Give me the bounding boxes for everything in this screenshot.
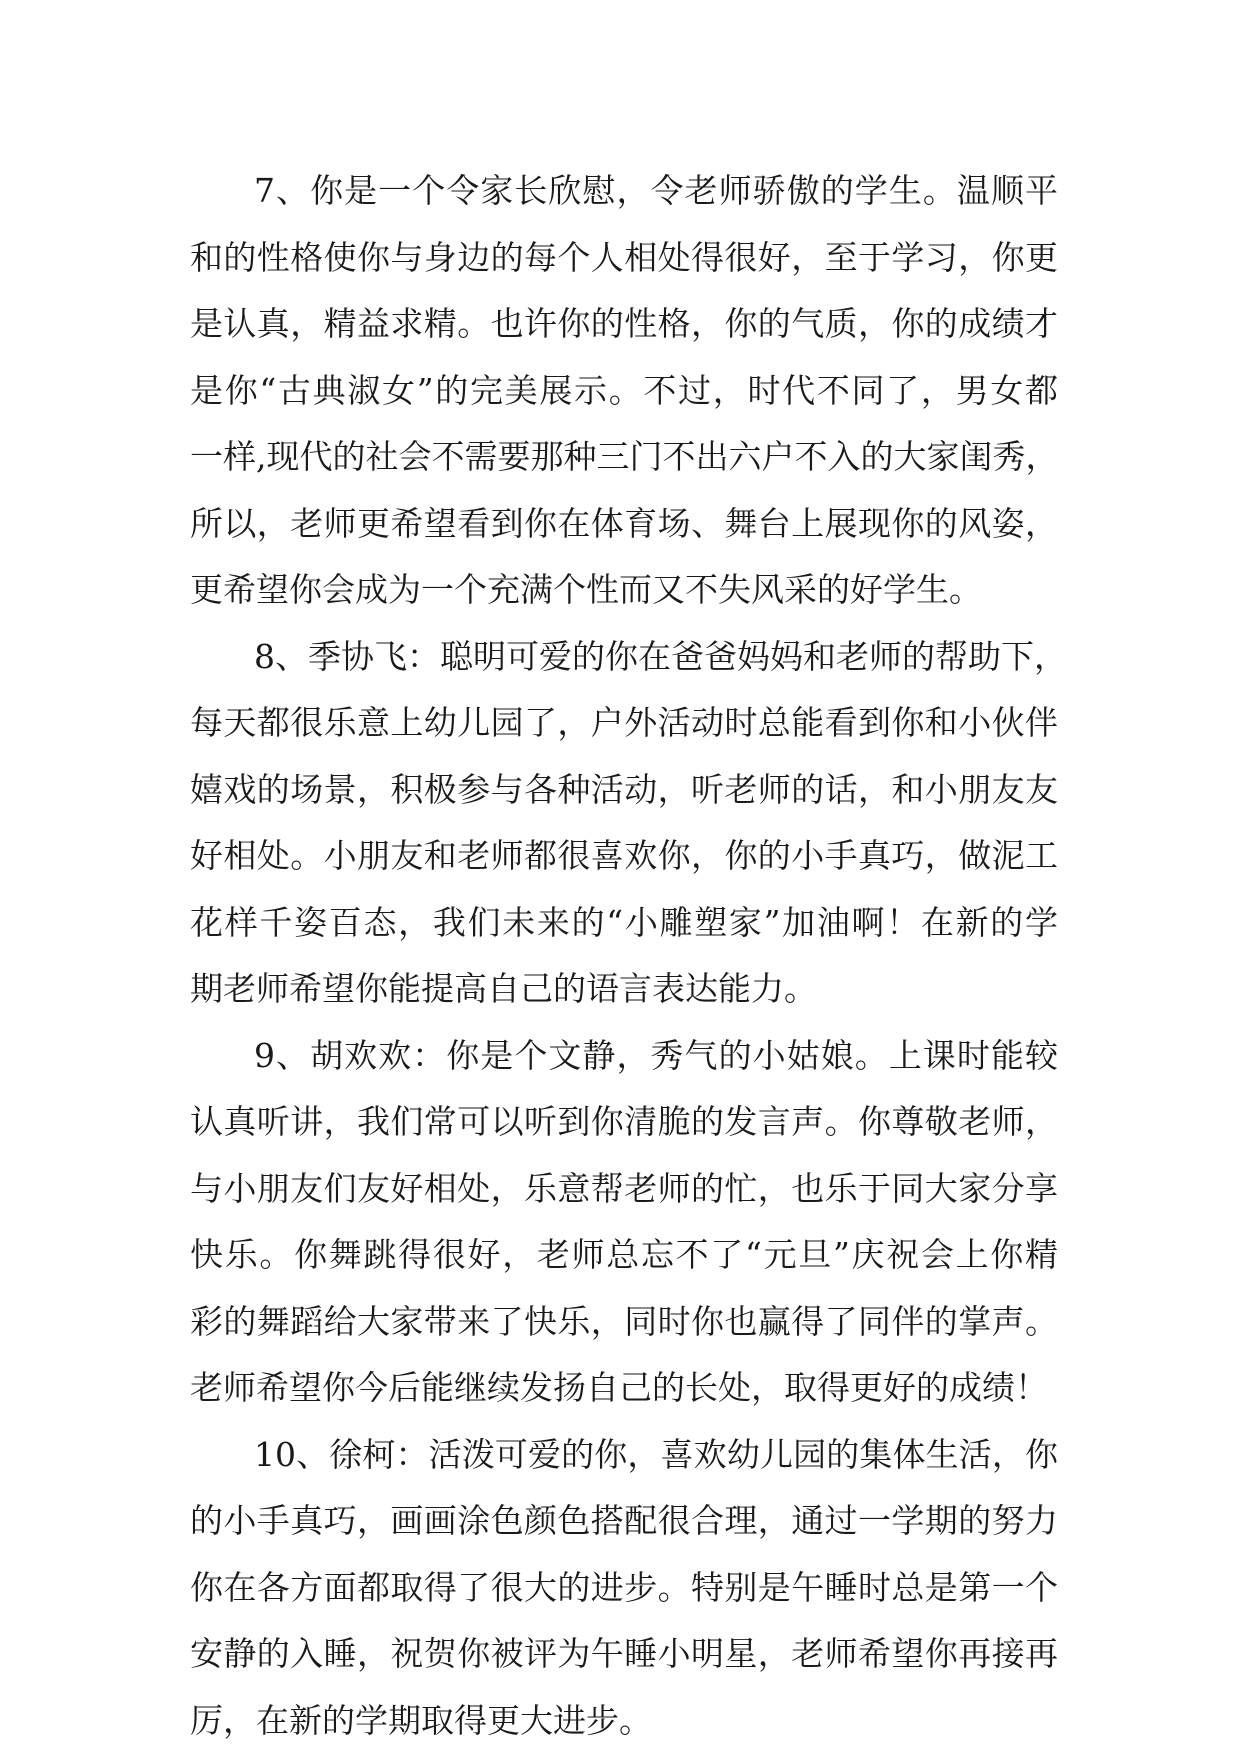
text-line: 一样,现代的社会不需要那种三门不出六户不入的大家闺秀， [190,437,1059,476]
text-line: 与小朋友们友好相处，乐意帮老师的忙，也乐于同大家分享 [190,1168,1058,1208]
text-line: 花样千姿百态，我们未来的“小雕塑家”加油啊！在新的学 [190,902,1058,942]
text-line: 每天都很乐意上幼儿园了，户外活动时总能看到你和小伙伴 [190,703,1058,742]
paragraph-8 [190,624,1067,1023]
body-text [190,158,1067,1754]
text-line: 快乐。你舞跳得很好，老师总忘不了“元旦”庆祝会上你精 [190,1235,1058,1274]
text-line: 7、你是一个令家长欣慰，令老师骄傲的学生。温顺平 [254,171,1058,210]
text-line: 的小手真巧，画画涂色颜色搭配很合理，通过一学期的努力 [190,1501,1058,1540]
text-line: 安静的入睡，祝贺你被评为午睡小明星，老师希望你再接再 [190,1634,1058,1673]
text-line: 期老师希望你能提高自己的语言表达能力。 [190,969,817,1008]
text-line: 老师希望你今后能继续发扬自己的长处，取得更好的成绩！ [190,1368,1048,1407]
paragraph-7 [190,158,1058,624]
text-line: 你在各方面都取得了很大的进步。特别是午睡时总是第一个 [190,1567,1058,1607]
paragraph-10 [190,1422,1058,1754]
text-line: 是你“古典淑女”的完美展示。不过，时代不同了，男女都 [190,370,1058,410]
text-line: 厉，在新的学期取得更大进步。 [190,1700,652,1740]
text-line: 更希望你会成为一个充满个性而又不失风采的好学生。 [190,570,982,609]
text-line: 彩的舞蹈给大家带来了快乐，同时你也赢得了同伴的掌声。 [190,1301,1058,1341]
text-line: 所以，老师更希望看到你在体育场、舞台上展现你的风姿， [190,503,1058,543]
text-line: 好相处。小朋友和老师都很喜欢你，你的小手真巧，做泥工 [190,836,1058,875]
text-line: 认真听讲，我们常可以听到你清脆的发言声。你尊敬老师， [190,1102,1058,1141]
text-line: 是认真，精益求精。也许你的性格，你的气质，你的成绩才 [190,304,1058,343]
text-line: 嬉戏的场景，积极参与各种活动，听老师的话，和小朋友友 [190,769,1058,809]
text-line: 8、季协飞：聪明可爱的你在爸爸妈妈和老师的帮助下， [254,636,1067,676]
text-line: 10、徐柯：活泼可爱的你，喜欢幼儿园的集体生活，你 [254,1434,1058,1474]
text-line: 9、胡欢欢：你是个文静，秀气的小姑娘。上课时能较 [254,1035,1058,1075]
paragraph-9 [190,1023,1058,1422]
text-line: 和的性格使你与身边的每个人相处得很好，至于学习，你更 [190,237,1058,277]
